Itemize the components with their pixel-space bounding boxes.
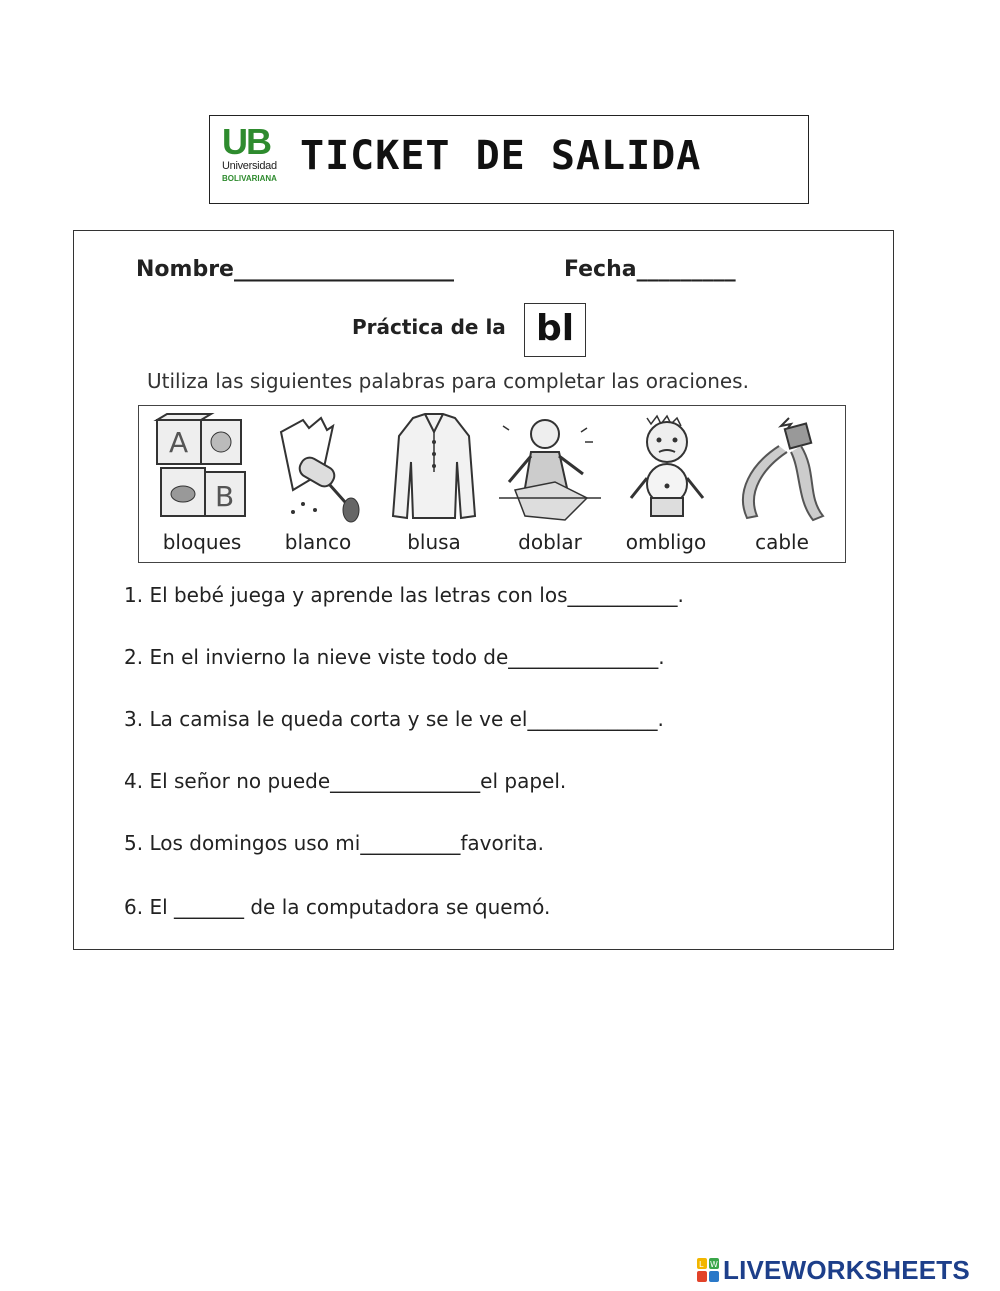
sentence-4[interactable]: 4. El señor no puede_______________el papel. bbox=[124, 769, 567, 793]
sentence-6[interactable]: 6. El _______ de la computadora se quemó. bbox=[124, 895, 551, 919]
burning-cable-illustration bbox=[727, 412, 837, 524]
picture-strip bbox=[138, 405, 846, 563]
instructions: Utiliza las siguientes palabras para completar las oraciones. bbox=[147, 369, 749, 393]
word-caption: ombligo bbox=[625, 530, 707, 554]
svg-text:W: W bbox=[710, 1260, 718, 1269]
word-caption: cable bbox=[755, 530, 809, 554]
page-title: TICKET DE SALIDA bbox=[300, 133, 702, 179]
paint-roller-illustration bbox=[263, 412, 373, 524]
logo-line-universidad: Universidad bbox=[222, 160, 277, 172]
fecha-field[interactable]: Fecha_________ bbox=[564, 257, 736, 282]
liveworksheets-logo-icon bbox=[697, 1258, 719, 1282]
word-caption: doblar bbox=[518, 530, 582, 554]
svg-text:L: L bbox=[699, 1260, 704, 1269]
word-caption: blanco bbox=[284, 530, 352, 554]
university-logo bbox=[222, 121, 300, 188]
word-caption: bloques bbox=[162, 530, 242, 554]
practica-letters-box: bl bbox=[524, 303, 586, 357]
sentence-1[interactable]: 1. El bebé juega y aprende las letras con los___________. bbox=[124, 583, 684, 607]
worksheet bbox=[73, 230, 894, 950]
logo-line-bolivariana: BOLIVARIANA bbox=[222, 174, 277, 183]
brand-name: LIVEWORKSHEETS bbox=[723, 1254, 970, 1285]
man-folding-illustration bbox=[495, 412, 605, 524]
sentence-5[interactable]: 5. Los domingos uso mi__________favorita. bbox=[124, 831, 544, 855]
blouse-illustration bbox=[379, 412, 489, 524]
practica-label: Práctica de la bbox=[352, 315, 506, 339]
header-box bbox=[209, 115, 809, 204]
child-navel-illustration bbox=[611, 412, 721, 524]
svg-text:A: A bbox=[169, 426, 189, 459]
sentence-2[interactable]: 2. En el invierno la nieve viste todo de_______________. bbox=[124, 645, 665, 669]
blocks-illustration bbox=[147, 412, 257, 524]
liveworksheets-brand[interactable] bbox=[697, 1256, 970, 1284]
sentence-3[interactable]: 3. La camisa le queda corta y se le ve el_____________. bbox=[124, 707, 664, 731]
word-caption: blusa bbox=[407, 530, 461, 554]
logo-mark: UB bbox=[222, 121, 270, 162]
nombre-field[interactable]: Nombre____________________ bbox=[136, 257, 454, 282]
svg-text:B: B bbox=[215, 480, 235, 513]
